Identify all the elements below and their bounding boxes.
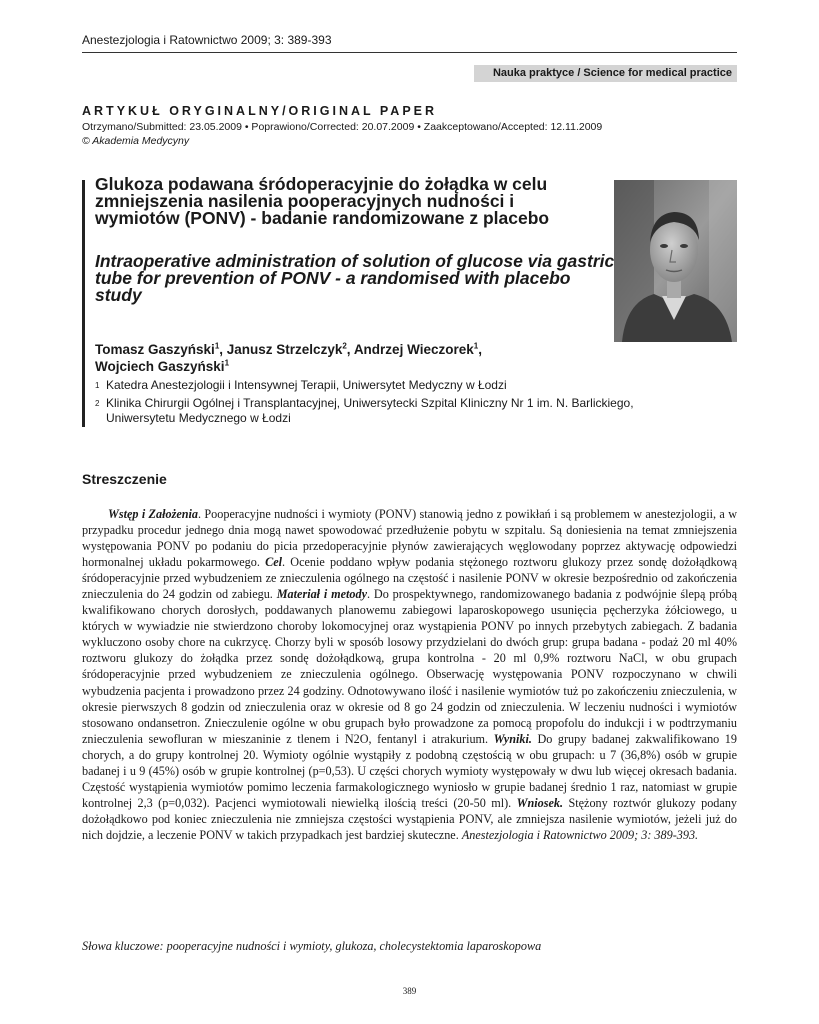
abstract-paragraph: [82, 506, 737, 843]
author-affiliation-marker: 1: [214, 341, 220, 351]
abstract-heading: Streszczenie: [82, 471, 167, 487]
author-name: Wojciech Gaszyński: [95, 359, 225, 374]
affiliation-text: Klinika Chirurgii Ogólnej i Transplantacyjnej, Uniwersytecki Szpital Kliniczny Nr 1 im. N. Barlickiego,: [106, 396, 634, 410]
author-name: Tomasz Gaszyński: [95, 342, 215, 357]
abstract-conclusions: Stężony roztwór glukozy podany dożołądkowo pod koniec znieczulenia nie zmniejsza częstości wystąpienia PONV, ale zmniejsza nasilenie wymiotów, jeżeli już do nich dojdzie, a leczenie PONV w takich przypadkach jest bardziej skuteczne.: [82, 795, 738, 842]
author-name: Janusz Strzelczyk: [226, 342, 343, 357]
page-number: 389: [402, 986, 417, 996]
submission-dates: Otrzymano/Submitted: 23.05.2009 • Poprawiono/Corrected: 20.07.2009 • Zaakceptowano/Accepted: 12.11.2009: [82, 121, 603, 133]
affiliation-text: Katedra Anestezjologii i Intensywnej Terapii, Uniwersytet Medyczny w Łodzi: [106, 378, 507, 392]
abstract-label-aim: Cel: [265, 555, 283, 570]
affiliation-1: [95, 378, 507, 393]
abstract-citation: Anestezjologia i Ratownictwo 2009; 3: 389-393.: [461, 827, 699, 842]
title-english: Intraoperative administration of solution of glucose via gastric tube for prevention of PONV - a randomised with placebo study: [95, 251, 615, 305]
abstract-aim: . Ocenie poddano wpływ podania stężonego roztworu glukozy przez sondę dożołądkową śródoperacyjnie przed wybudzeniem ze znieczulenia ogólnego na częstość i nasilenie PONV w okresie bezpośrednio od zakończenia znieczulenia do 24 godzin od zabiegu.: [82, 555, 737, 602]
affiliation-text-continued: Uniwersytetu Medycznego w Łodzi: [106, 411, 291, 425]
abstract-methods: . Do prospektywnego, randomizowanego badania z podwójnie ślepą próbą kwalifikowano chorych dorosłych, poddawanych planowemu zabiegowi laparoskopowego usunięcia pęcherzyka żółciowego, u których w wywiadzie nie stwierdzono choroby lokomocyjnej oraz wystąpienia PONV po innych przebytych zabiegach. Z badania wykluczono osoby chore na cukrzycę. Chorzy byli w sposób losowy przydzielani do dwóch grup: grupa badana - podaż 20 ml 40% roztworu glukozy do żołądka przez sondę dożołądkową, grupa kontrolna - 20 ml 0,9% roztworu NaCl, w obu grupach śródoperacyjnie przed wybudzeniem ze znieczulenia ogólnego. Obserwację występowania PONV rozpoczynano w chwili wybudzenia pacjenta i prowadzono przez 24 godziny. Odnotowywano ilość i nasilenie wymiotów tuż po zakończeniu znieczulenia, w okresie pierwszych 8 godzin od znieczulenia oraz w okresie od 8 go 24 godzin od znieczulenia. W leczeniu nudności i wymiotów stosowano ondansetron. Znieczulenie ogólne w obu grupach było prowadzone za pomocą propofolu do indukcji i w podtrzymaniu znieczulenia sewofluran w mieszaninie z tlenem i N2O, fentanyl i atrakurium.: [82, 587, 737, 746]
author-separator: ,: [478, 342, 482, 357]
abstract-label-conclusions: Wniosek.: [516, 795, 564, 810]
author-affiliation-marker: 1: [473, 341, 479, 351]
section-badge: Nauka praktyce / Science for medical practice: [474, 65, 737, 82]
keywords: Słowa kluczowe: pooperacyjne nudności i wymioty, glukoza, cholecystektomia laparoskopowa: [82, 939, 542, 953]
abstract-body: [82, 506, 737, 843]
header-divider: [82, 52, 737, 53]
abstract-label-results: Wyniki.: [493, 731, 532, 746]
abstract-label-methods: Materiał i metody: [276, 587, 368, 602]
author-affiliation-marker: 2: [342, 341, 347, 351]
author-portrait-photo: [614, 180, 737, 342]
title-accent-bar: [82, 180, 85, 427]
author-affiliation-marker: 1: [224, 358, 230, 368]
article-type: ARTYKUŁ ORYGINALNY/ORIGINAL PAPER: [82, 104, 438, 118]
abstract-background: . Pooperacyjne nudności i wymioty (PONV) stanowią jedno z powikłań i są problemem w anestezjologii, a w przypadku procedur jednego dnia mogą nawet spowodować przedłużenie pobytu w szpitalu. Są doniesienia na temat zmniejszenia występowania PONV po podaniu do picia przedoperacyjnie płynów zawierających węglowodany poprzez aktywację odpowiedzi hormonalnej układu pokarmowego.: [82, 507, 737, 570]
author-name: Andrzej Wieczorek: [353, 342, 474, 357]
affiliation-number: 2: [95, 399, 100, 408]
author-separator: ,: [346, 342, 354, 357]
copyright: © Akademia Medycyny: [82, 135, 190, 147]
journal-citation: Anestezjologia i Ratownictwo 2009; 3: 389-393: [82, 33, 332, 47]
author-separator: ,: [219, 342, 227, 357]
abstract-label-background: Wstęp i Założenia: [108, 507, 198, 521]
author-list: [95, 341, 615, 375]
title-polish: Glukoza podawana śródoperacyjnie do żołądka w celu zmniejszenia nasilenia pooperacyjnych nudności i wymiotów (PONV) - badanie randomizowane z placebo: [95, 174, 550, 228]
abstract-results: Do grupy badanej zakwalifikowano 19 chorych, a do grupy kontrolnej 20. Wymioty ogólnie wystąpiły z podobną częstością w obu grupach: u 7 (36,8%) osób w grupie badanej i u 9 (45%) osób w grupie kontrolnej (p=0,53). U części chorych wymioty występowały w dwu lub więcej okresach badania. Częstość wystąpienia wymiotów pomimo leczenia farmakologicznego wyniosło w grupie badanej średnio 1 raz, natomiast w grupie kontrolnej 2,3 (p=0,032). Pacjenci wymiotowali niewielką ilością treści (20-50 ml).: [82, 731, 737, 810]
affiliation-number: 1: [95, 381, 100, 390]
affiliation-2: [95, 396, 695, 426]
